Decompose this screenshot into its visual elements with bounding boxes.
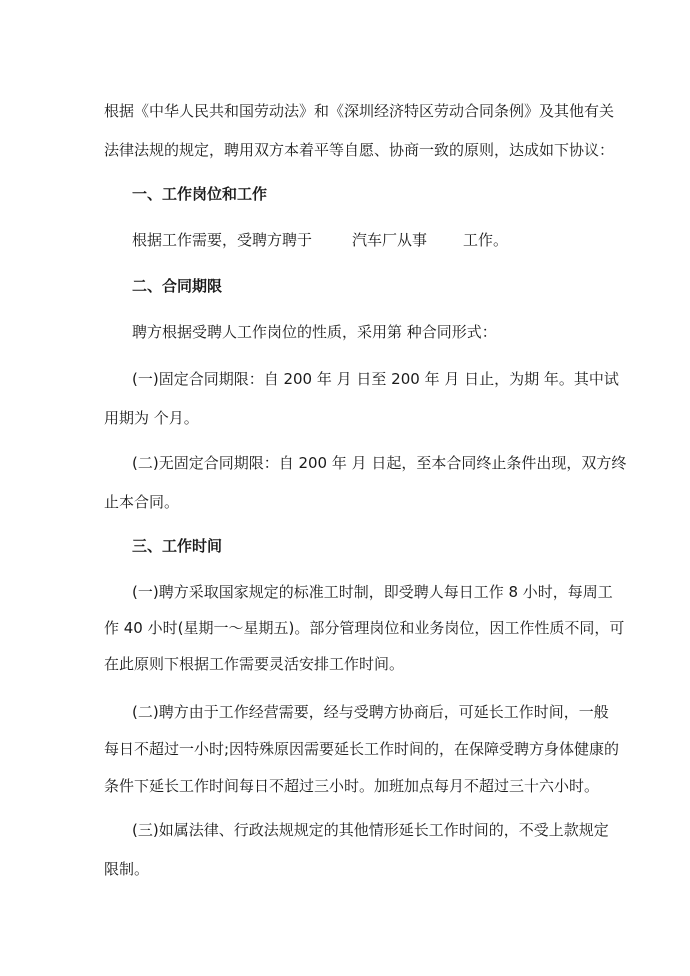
section-3-item-1-line-2: 作 40 小时(星期一～星期五)。部分管理岗位和业务岗位，因工作性质不同，可 (104, 619, 625, 637)
section-2-item-2-line-2: 止本合同。 (104, 493, 180, 511)
intro-line-2: 法律法规的规定，聘用双方本着平等自愿、协商一致的原则，达成如下协议： (104, 141, 615, 159)
section-3-item-3-line-1: (三)如属法律、行政法规规定的其他情形延长工作时间的，不受上款规定 (132, 821, 609, 839)
section-3-item-3 (104, 821, 609, 878)
section-3-item-2-line-3: 条件下延长工作时间每日不超过三小时。加班加点每月不超过三十六小时。 (104, 777, 600, 795)
section-1-body-part-a: 根据工作需要，受聘方聘于 (132, 231, 313, 249)
section-3-item-3-line-2: 限制。 (104, 860, 150, 878)
section-1-body-part-b: 汽车厂从事 (352, 231, 428, 249)
section-3-item-2-line-2: 每日不超过一小时;因特殊原因需要延长工作时间的，在保障受聘方身体健康的 (104, 740, 620, 758)
intro-paragraph (104, 102, 615, 159)
section-3-item-1 (104, 583, 625, 673)
section-2-item-2 (104, 454, 627, 511)
section-1-body-part-c: 工作。 (463, 231, 509, 249)
section-3-item-2 (104, 703, 620, 795)
section-2-body: 聘方根据受聘人工作岗位的性质，采用第 种合同形式： (132, 323, 497, 341)
section-2-item-1-line-2: 用期为 个月。 (104, 409, 199, 427)
section-1-body (132, 233, 607, 248)
section-2-item-2-line-1: (二)无固定合同期限：自 200 年 月 日起，至本合同终止条件出现，双方终 (132, 454, 627, 472)
intro-line-1: 根据《中华人民共和国劳动法》和《深圳经济特区劳动合同条例》及其他有关 (104, 102, 615, 120)
section-3-heading: 三、工作时间 (132, 537, 223, 555)
section-1-heading: 一、工作岗位和工作 (132, 185, 268, 203)
section-3-item-1-line-1: (一)聘方采取国家规定的标准工时制，即受聘人每日工作 8 小时，每周工 (132, 583, 613, 601)
section-3-item-2-line-1: (二)聘方由于工作经营需要，经与受聘方协商后，可延长工作时间，一般 (132, 703, 609, 721)
section-2-item-1 (104, 370, 619, 427)
section-2-item-1-line-1: (一)固定合同期限：自 200 年 月 日至 200 年 月 日止，为期 年。其中试 (132, 370, 619, 388)
section-2-heading: 二、合同期限 (132, 277, 223, 295)
section-3-item-1-line-3: 在此原则下根据工作需要灵活安排工作时间。 (104, 655, 405, 673)
